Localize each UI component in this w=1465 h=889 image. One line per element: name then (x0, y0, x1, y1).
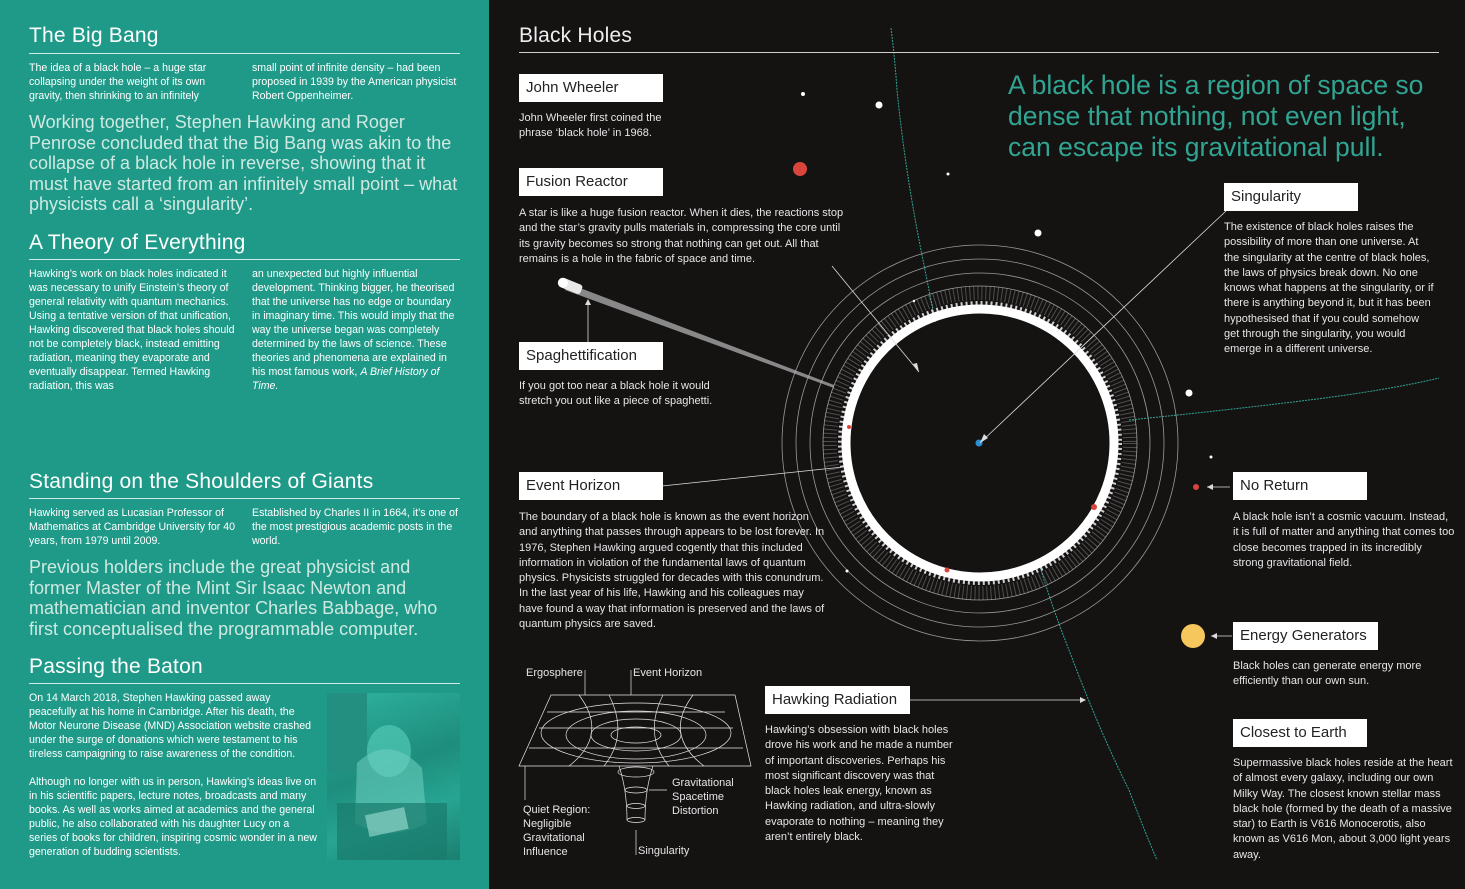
john-wheeler-label: John Wheeler (519, 74, 663, 102)
baton-heading: Passing the Baton (29, 655, 203, 678)
star (801, 92, 805, 96)
singularity-text: The existence of black holes raises the possibility of more than one universe. At the singularity at the centre of black holes, the laws of physics break down. No one knows what happens at the singularity, or if there is anything beyond it, but it has been hypothesised that if you could somehow get through the singularity, you would emerge in a different universe. (1224, 221, 1434, 356)
big-bang-col2: small point of infinite density – had been proposed in 1939 by the American physicist Robert Oppenheimer. (252, 62, 457, 102)
star (947, 173, 950, 176)
star (1186, 390, 1193, 397)
event-horizon-text: The boundary of a black hole is known as the event horizon and anything that passes through appears to be lost forever. In 1976, Stephen Hawking argued cogently that this included information in violation of the fundamental laws of quantum physics. Physicists struggled for decades with this conundrum. In the last year of his life, Hawking and his colleagues may have found a way that information is preserved and the laws of quantum physics are saved. (519, 511, 825, 631)
star (1210, 456, 1213, 459)
star (1035, 230, 1042, 237)
photo-illustration (327, 693, 460, 860)
arrow-head (1207, 484, 1213, 490)
theory-col2-text: an unexpected but highly influential development. Thinking bigger, he theorised that the universe has no edge or boundary in imaginary time. This would imply that the way the universe began was completely determined by the laws of science. These theories and phenomena are explained in his most famous work, (252, 268, 455, 378)
star (846, 570, 849, 573)
divider (29, 683, 460, 684)
baton-para2: Although no longer with us in person, Hawking’s ideas live on in his scientific papers, lecture notes, broadcasts and many books. As well as works aimed at academics and the general public, he also collaborated with his daughter Lucy on a series of books for children, inspiring cosmic wonder in a new generation of budding scientists. (29, 776, 317, 858)
red-dot (945, 568, 950, 573)
fusion-reactor-label: Fusion Reactor (519, 168, 663, 196)
john-wheeler-text: John Wheeler first coined the phrase ‘black hole’ in 1968. (519, 112, 662, 140)
red-dot (847, 425, 851, 429)
arrow-head (1211, 633, 1217, 639)
baton-para1: On 14 March 2018, Stephen Hawking passed away peacefully at his home in Cambridge. After his death, the Motor Neurone Disease (MND) Association website crashed under the surge of donations which were testament to his tireless campaigning to raise awareness of the condition. (29, 692, 312, 760)
arrow-head (1080, 697, 1086, 703)
big-bang-heading: The Big Bang (29, 24, 159, 47)
red-dot (1091, 504, 1097, 510)
energy-generators-label: Energy Generators (1233, 622, 1378, 650)
no-return-label: No Return (1233, 472, 1367, 500)
distortion-caption: Gravitational Spacetime Distortion (672, 777, 734, 817)
horizon-pointer (662, 467, 843, 486)
spaghettification-text: If you got too near a black hole it would stretch you out like a piece of spaghetti. (519, 380, 713, 408)
sun-icon (1181, 624, 1205, 648)
hawking-radiation-label: Hawking Radiation (765, 686, 910, 714)
quiet-region-caption: Quiet Region: Negligible Gravitational Influence (523, 804, 591, 858)
ergosphere-caption: Ergosphere (526, 667, 583, 679)
spaghettification-label: Spaghettification (519, 342, 663, 370)
left-panel (0, 0, 489, 889)
funnel-plane (519, 695, 751, 766)
astronaut-icon (556, 276, 583, 295)
black-holes-heading: Black Holes (519, 24, 633, 47)
book-title: A Brief History of Time. (252, 366, 440, 392)
star (876, 102, 883, 109)
divider (519, 52, 1439, 53)
red-star (1193, 484, 1199, 490)
no-return-text: A black hole isn’t a cosmic vacuum. Instead, it is full of matter and anything that comes too close becomes trapped in its incredibly strong gravitational field. (1233, 511, 1455, 569)
divider (29, 498, 460, 499)
theory-heading: A Theory of Everything (29, 231, 246, 254)
right-panel (489, 0, 1465, 889)
theory-col2 (252, 267, 462, 393)
spaghetti-stream (565, 283, 834, 388)
divider (29, 53, 460, 54)
hawking-radiation-text: Hawking’s obsession with black holes drove his work and he made a number of important discoveries. Perhaps his most significant discovery was that black holes leak energy, known as Hawking radiation, and ultra-slowly evaporate to nothing – meaning they aren’t entirely black. (765, 724, 953, 844)
giants-heading: Standing on the Shoulders of Giants (29, 470, 374, 493)
fusion-reactor-text: A star is like a huge fusion reactor. When it dies, the reactions stop and the star’s gravity pulls materials in, compressing the core until its gravity becomes so strong that nothing can get out. All that remains is a hole in the fabric of space and time. (519, 207, 844, 265)
big-bang-col1: The idea of a black hole – a huge star collapsing under the weight of its own gravity, then shrinking to an infinitely (29, 62, 207, 102)
closest-to-earth-text: Supermassive black holes reside at the heart of almost every galaxy, including our own Milky Way. The closest known stellar mass black hole (formed by the death of a massive star) to Earth is V616 Monocerotis, also known as V616 Mon, about 3,000 light years away. (1233, 757, 1453, 861)
big-bang-pull-quote: Working together, Stephen Hawking and Roger Penrose concluded that the Big Bang was akin to the collapse of a black hole in reverse, showing that it must have started from an infinitely small point – what physicists call a ‘singularity’. (29, 112, 458, 214)
theory-col1: Hawking’s work on black holes indicated it was necessary to unify Einstein’s theory of general relativity with quantum mechanics. Using a tentative version of that unification, Hawking discovered that black holes should not be completely black, instead emitting radiation, meaning they evaporate and eventually disappear. Termed Hawking radiation, this was (29, 268, 235, 392)
star (913, 300, 915, 302)
closest-to-earth-label: Closest to Earth (1233, 719, 1367, 747)
energy-generators-text: Black holes can generate energy more efficiently than our own sun. (1233, 660, 1422, 688)
lucy-hawking-photo (327, 693, 460, 860)
definition-quote: A black hole is a region of space so dense that nothing, not even light, can escape its gravitational pull. (1008, 70, 1424, 162)
divider (29, 259, 460, 260)
red-star (793, 162, 807, 176)
giants-col2: Established by Charles II in 1664, it’s one of the most prestigious academic posts in the world. (252, 507, 458, 547)
event-horizon-caption: Event Horizon (633, 667, 703, 679)
giants-col1: Hawking served as Lucasian Professor of Mathematics at Cambridge University for 40 years, from 1979 until 2009. (29, 507, 236, 547)
giants-pull-quote: Previous holders include the great physicist and former Master of the Mint Sir Isaac Newton and mathematician and inventor Charles Babbage, who first conceptualised the programmable computer. (29, 557, 438, 639)
arrow-head (585, 299, 591, 305)
singularity-caption: Singularity (638, 845, 690, 857)
singularity-label: Singularity (1224, 183, 1358, 211)
event-horizon-label: Event Horizon (519, 472, 663, 500)
spacetime-wave-bottom (1029, 530, 1157, 860)
